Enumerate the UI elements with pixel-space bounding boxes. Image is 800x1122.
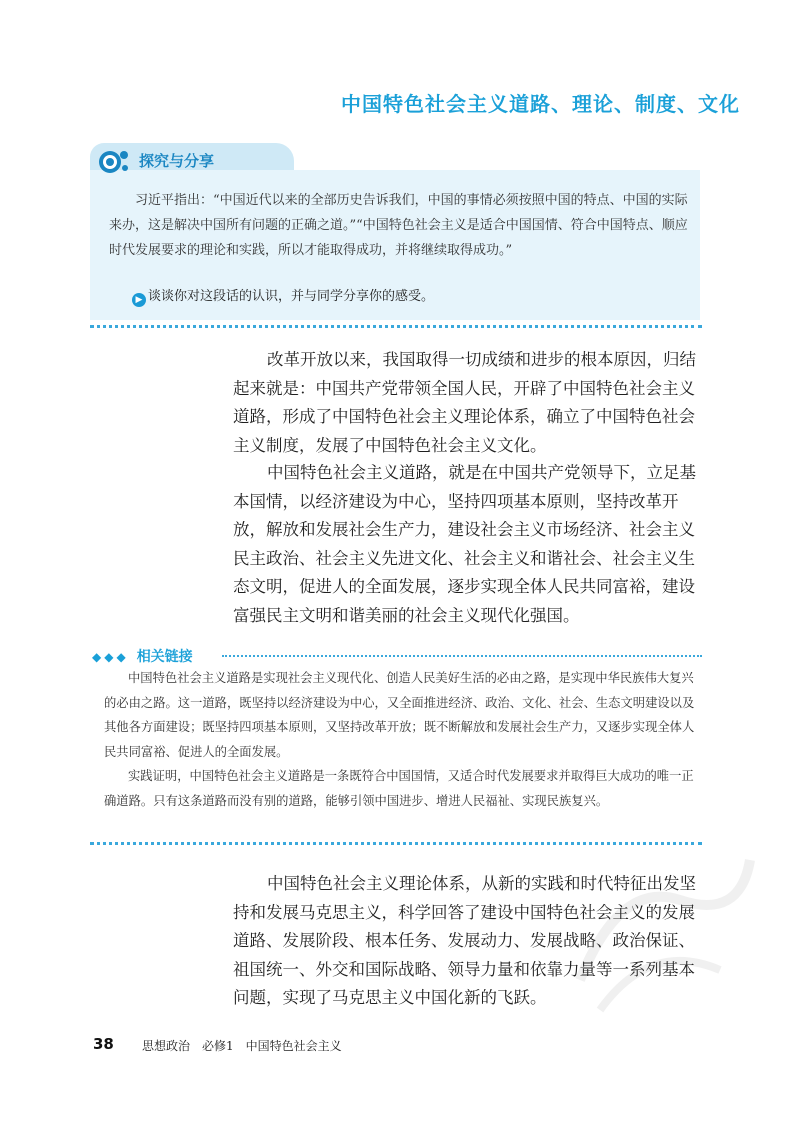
explore-globe-icon [96,146,132,178]
footer-text: 思想政治 必修1 中国特色社会主义 [142,1039,342,1053]
body-paragraph: 改革开放以来，我国取得一切成绩和进步的根本原因，归结起来就是：中国共产党带领全国人民，开辟了中国特色社会主义道路，形成了中国特色社会主义理论体系，确立了中国特色社会主义制度，发展了中国特色社会主义文化。 [233,350,696,455]
page-number: 38 [93,1035,114,1053]
related-paragraph: 中国特色社会主义道路是实现社会主义现代化、创造人民美好生活的必由之路，是实现中华民族伟大复兴的必由之路。这一道路，既坚持以经济建设为中心，又全面推进经济、政治、文化、社会、生态文明建设以及其他各方面建设；既坚持四项基本原则，又坚持改革开放；既不断解放和发展社会生产力，又逐步实现全体人民共同富裕、促进人的全面发展。 [104,671,695,759]
explore-prompt-text: 谈谈你对这段话的认识，并与同学分享你的感受。 [148,289,435,304]
body-paragraph: 中国特色社会主义理论体系，从新的实践和时代特征出发坚持和发展马克思主义，科学回答了建设中国特色社会主义的发展道路、发展阶段、根本任务、发展动力、发展战略、政治保证、祖国统一、外交和国际战略、领导力量和依靠力量等一系列基本问题，实现了马克思主义中国化新的飞跃。 [233,874,696,1008]
related-links-header [92,646,193,666]
explore-label: 探究与分享 [139,152,215,170]
watermark-icon [560,820,760,1020]
related-links-label: 相关链接 [136,649,193,665]
diamond-icons: ◆◆◆ [92,650,129,664]
explore-divider [90,325,702,328]
explore-prompt [132,285,434,307]
section-title: 中国特色社会主义道路、理论、制度、文化 [341,92,740,116]
related-links-divider [222,655,702,657]
related-paragraph: 实践证明，中国特色社会主义道路是一条既符合中国国情，又适合时代发展要求并取得巨大成功的唯一正确道路。只有这条道路而没有别的道路，能够引领中国进步、增进人民福祉、实现民族复兴。 [104,769,694,808]
explore-quote: 习近平指出：“中国近代以来的全部历史告诉我们，中国的事情必须按照中国的特点、中国的实际来办，这是解决中国所有问题的正确之道。”“中国特色社会主义是适合中国国情、符合中国特点、顺应时代发展要求的理论和实践，所以才能取得成功，并将继续取得成功。” [109,193,688,258]
play-arrow-icon: ▶ [132,293,146,307]
body-paragraph: 中国特色社会主义道路，就是在中国共产党领导下，立足基本国情，以经济建设为中心，坚持四项基本原则，坚持改革开放，解放和发展社会生产力，建设社会主义市场经济、社会主义民主政治、社会主义先进文化、社会主义和谐社会、社会主义生态文明，促进人的全面发展，逐步实现全体人民共同富裕，建设富强民主文明和谐美丽的社会主义现代化强国。 [233,463,696,625]
